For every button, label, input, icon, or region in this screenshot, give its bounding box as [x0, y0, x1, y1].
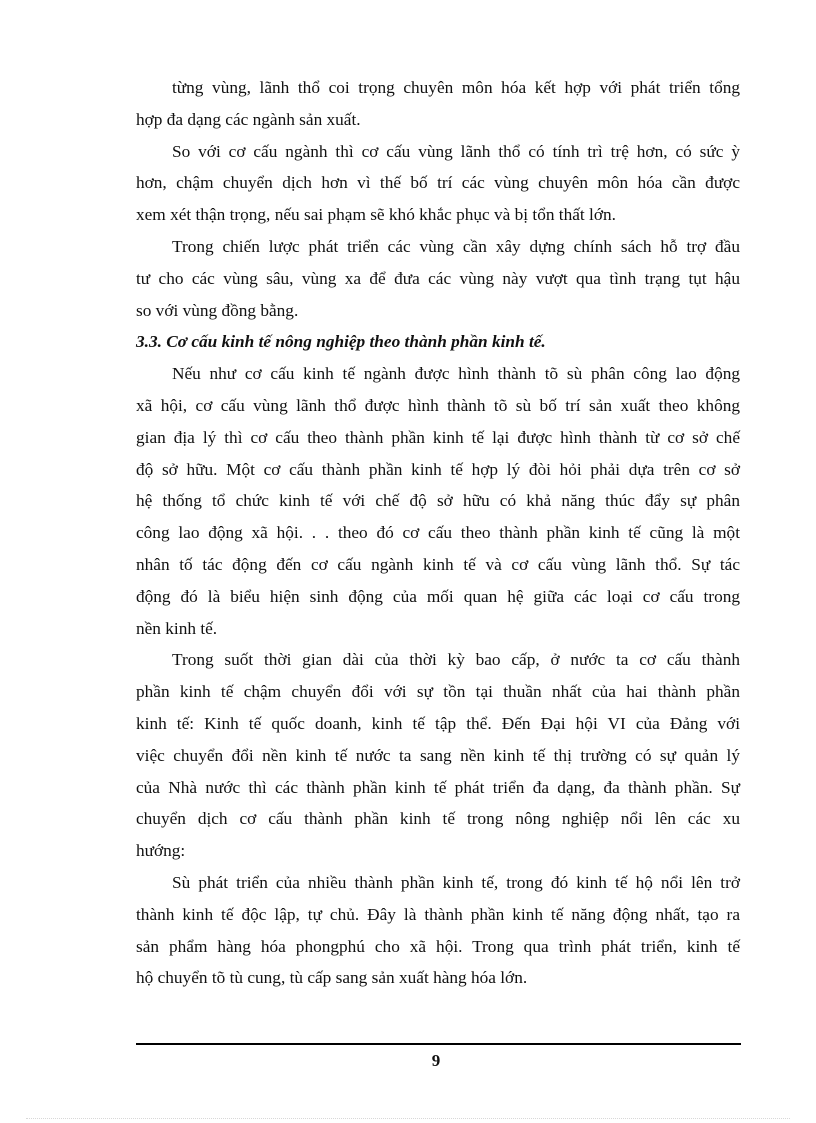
- text-line: hướng:: [136, 841, 186, 861]
- text-line: so với vùng đồng bằng.: [136, 300, 299, 320]
- text-line: tư cho các vùng sâu, vùng xa để đưa các vùng này vượt qua tình trạng tụt hậu: [136, 268, 740, 288]
- text-line: của Nhà nước thì các thành phần kinh tế phát triển đa dạng, đa thành phần. Sự: [136, 777, 740, 797]
- page-number: 9: [431, 1051, 441, 1070]
- text-line: việc chuyển đổi nền kinh tế nước ta sang nền kinh tế thị trường có sự quản lý: [136, 745, 740, 765]
- section-heading: 3.3. Cơ cấu kinh tế nông nghiệp theo thành phần kinh tế.: [136, 332, 546, 352]
- page-edge-divider: [26, 1118, 790, 1119]
- text-line: sản phẩm hàng hóa phongphú cho xã hội. Trong qua trình phát triển, kinh tế: [136, 936, 740, 956]
- text-line: xem xét thận trọng, nếu sai phạm sẽ khó khắc phục và bị tổn thất lớn.: [136, 205, 616, 225]
- text-line: Trong suốt thời gian dài của thời kỳ bao cấp, ở nước ta cơ cấu thành: [172, 650, 740, 670]
- text-line: hơn, chậm chuyển dịch hơn vì thế bố trí các vùng chuyên môn hóa cần được: [136, 173, 740, 193]
- text-line: nền kinh tế.: [136, 618, 218, 638]
- text-line: hộ chuyển tõ tù cung, tù cấp sang sản xuất hàng hóa lớn.: [136, 968, 528, 988]
- text-line: từng vùng, lãnh thổ coi trọng chuyên môn hóa kết hợp với phát triển tổng: [172, 78, 740, 97]
- text-line: xã hội, cơ cấu vùng lãnh thổ được hình thành tõ sù bố trí sản xuất theo không: [136, 395, 740, 415]
- text-line: động đó là biểu hiện sinh động của mối quan hệ giữa các loại cơ cấu trong: [136, 586, 740, 606]
- text-line: kinh tế: Kinh tế quốc doanh, kinh tế tập thể. Đến Đại hội VI của Đảng với: [136, 713, 740, 733]
- text-line: nhân tố tác động đến cơ cấu ngành kinh tế và cơ cấu vùng lãnh thổ. Sự tác: [136, 554, 740, 574]
- text-line: chuyển dịch cơ cấu thành phần kinh tế trong nông nghiệp nổi lên các xu: [136, 809, 740, 829]
- text-line: So với cơ cấu ngành thì cơ cấu vùng lãnh thổ có tính trì trệ hơn, có sức ỳ: [172, 141, 740, 161]
- text-line: phần kinh tế chậm chuyển đổi với sự tồn tại thuần nhất của hai thành phần: [136, 682, 740, 702]
- text-line: công lao động xã hội. . . theo đó cơ cấu theo thành phần kinh tế cũng là một: [136, 523, 740, 543]
- text-line: thành kinh tế độc lập, tự chủ. Đây là thành phần kinh tế năng động nhất, tạo ra: [136, 904, 740, 924]
- text-line: độ sở hữu. Một cơ cấu thành phần kinh tế hợp lý đòi hỏi phải dựa trên cơ sở: [136, 459, 740, 479]
- text-line: Trong chiến lược phát triển các vùng cần xây dựng chính sách hỗ trợ đầu: [172, 236, 740, 256]
- text-line: hợp đa dạng các ngành sản xuất.: [136, 109, 361, 129]
- text-line: gian địa lý thì cơ cấu theo thành phần kinh tế lại được hình thành từ cơ sở chế: [136, 427, 740, 447]
- document-body: [136, 72, 740, 994]
- text-line: hệ thống tổ chức kinh tế với chế độ sở hữu có khả năng thúc đẩy sự phân: [136, 491, 740, 511]
- text-line: Sù phát triển của nhiều thành phần kinh tế, trong đó kinh tế hộ nổi lên trở: [172, 872, 740, 892]
- text-line: Nếu như cơ cấu kinh tế ngành được hình thành tõ sù phân công lao động: [172, 364, 740, 384]
- footer-rule: [136, 1043, 741, 1045]
